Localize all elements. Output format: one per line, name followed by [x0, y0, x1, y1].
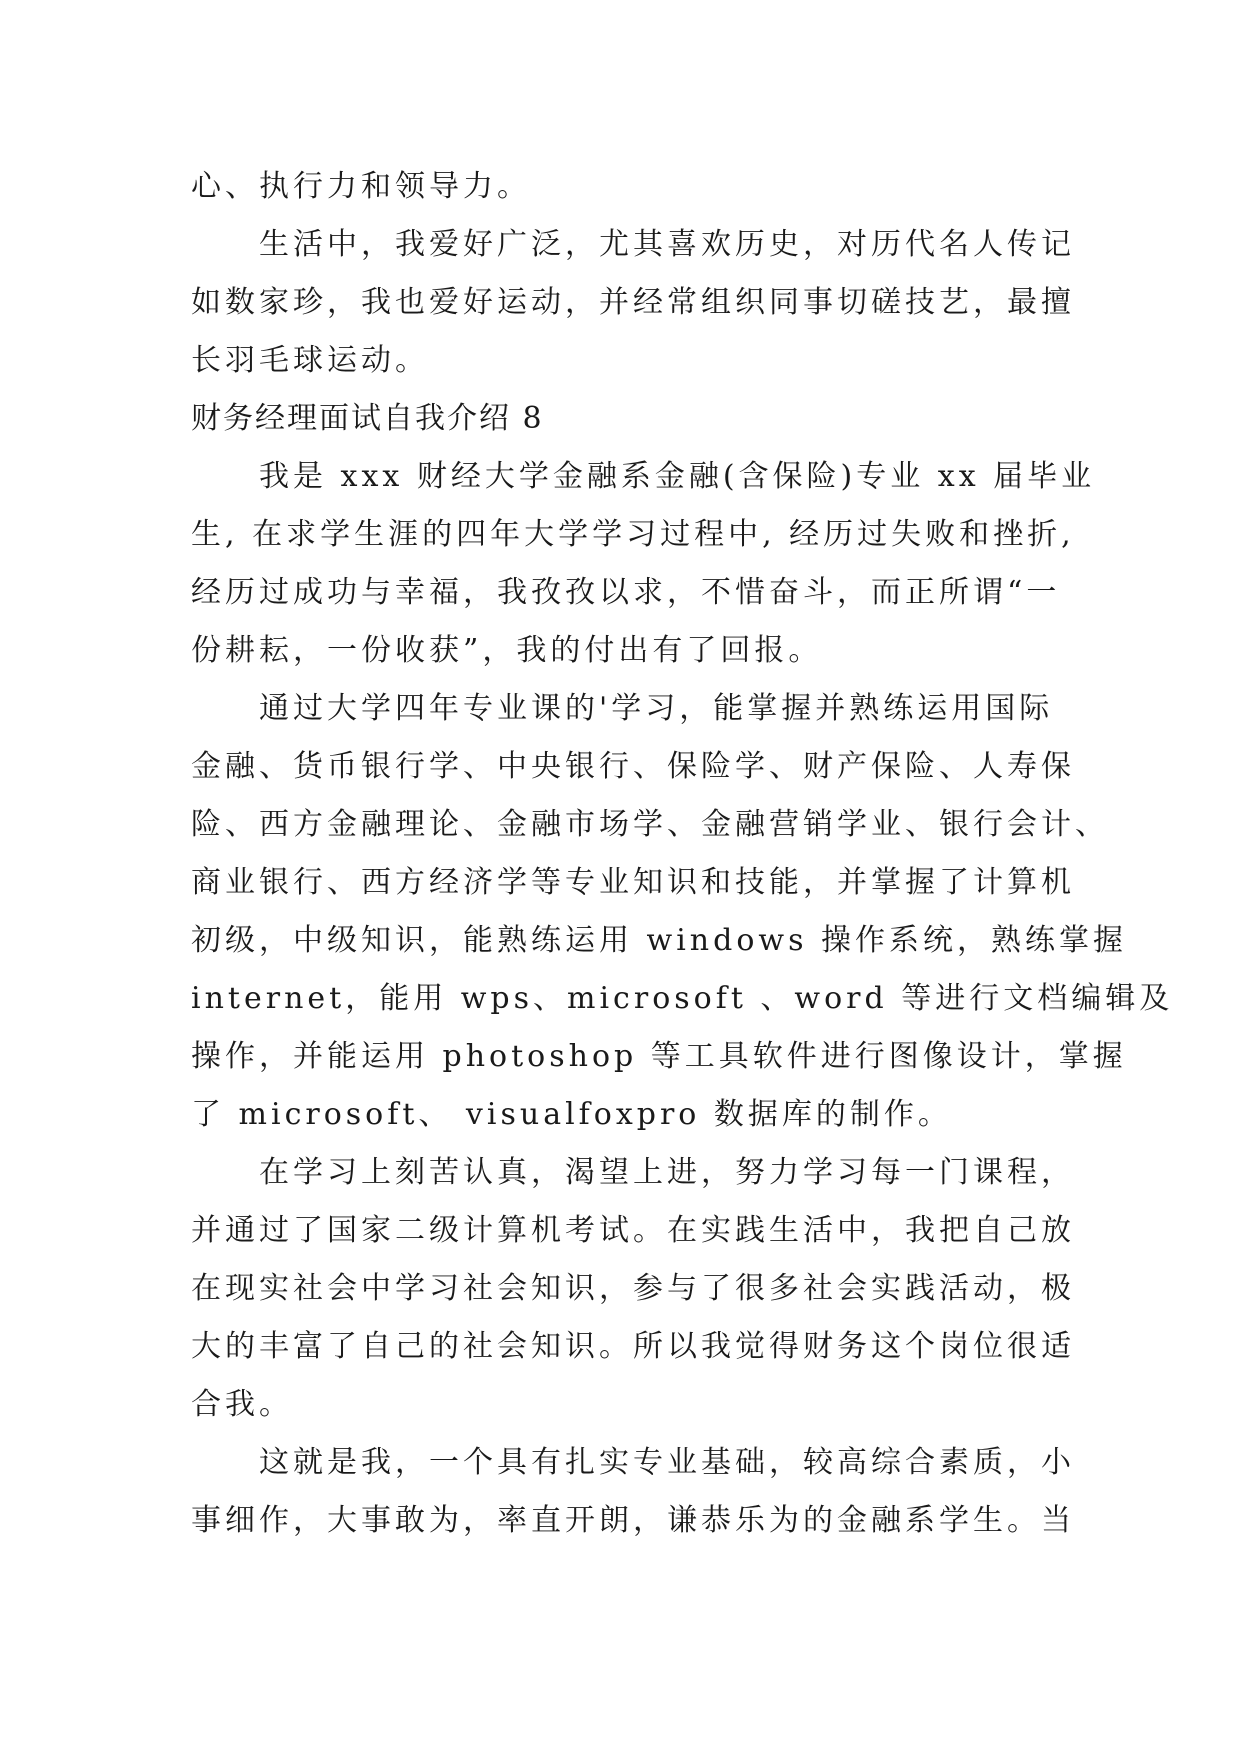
paragraph-3: [191, 1144, 1075, 1434]
paragraph-life: [191, 216, 1075, 390]
paragraph-2: [191, 680, 1174, 1144]
paragraph-line: 在现实社会中学习社会知识，参与了很多社会实践活动，极: [191, 1271, 1075, 1306]
paragraph-line: 事细作，大事敢为，率直开朗，谦恭乐为的金融系学生。当: [191, 1503, 1075, 1538]
paragraph-line: 我是 xxx 财经大学金融系金融(含保险)专业 xx 届毕业: [259, 459, 1096, 494]
paragraph-line: 金融、货币银行学、中央银行、保险学、财产保险、人寿保: [191, 749, 1075, 784]
paragraph-line: internet，能用 wps、microsoft 、word 等进行文档编辑及: [191, 981, 1174, 1016]
paragraph-1: [191, 448, 1096, 680]
paragraph-line: 通过大学四年专业课的'学习，能掌握并熟练运用国际: [259, 691, 1054, 726]
document-body: [191, 158, 1174, 1550]
paragraph-line: 险、西方金融理论、金融市场学、金融营销学业、银行会计、: [191, 807, 1109, 842]
paragraph-line: 初级，中级知识，能熟练运用 windows 操作系统，熟练掌握: [191, 923, 1128, 958]
paragraph-line: 合我。: [191, 1387, 293, 1422]
paragraph-line: 操作，并能运用 photoshop 等工具软件进行图像设计，掌握: [191, 1039, 1127, 1074]
paragraph-line: 商业银行、西方经济学等专业知识和技能，并掌握了计算机: [191, 865, 1075, 900]
paragraph-line: 这就是我，一个具有扎实专业基础，较高综合素质，小: [259, 1445, 1075, 1480]
paragraph-line: 经历过成功与幸福，我孜孜以求，不惜奋斗，而正所谓“一: [191, 575, 1061, 610]
paragraph-line: 大的丰富了自己的社会知识。所以我觉得财务这个岗位很适: [191, 1329, 1075, 1364]
paragraph-line: 在学习上刻苦认真，渴望上进，努力学习每一门课程，: [259, 1155, 1075, 1190]
paragraph-line: 生活中，我爱好广泛，尤其喜欢历史，对历代名人传记: [259, 227, 1075, 262]
paragraph-line: 并通过了国家二级计算机考试。在实践生活中，我把自己放: [191, 1213, 1075, 1248]
paragraph-line: 份耕耘，一份收获”，我的付出有了回报。: [191, 633, 823, 668]
section-title: 财务经理面试自我介绍 8: [191, 401, 544, 436]
paragraph-line: 生, 在求学生涯的四年大学学习过程中, 经历过失败和挫折,: [191, 517, 1075, 552]
paragraph-line: 长羽毛球运动。: [191, 343, 429, 378]
paragraph-line: 了 microsoft、 visualfoxpro 数据库的制作。: [191, 1097, 952, 1132]
paragraph-line: 如数家珍，我也爱好运动，并经常组织同事切磋技艺，最擅: [191, 285, 1075, 320]
paragraph-4: [191, 1434, 1075, 1550]
intro-tail-line: 心、执行力和领导力。: [191, 169, 531, 204]
